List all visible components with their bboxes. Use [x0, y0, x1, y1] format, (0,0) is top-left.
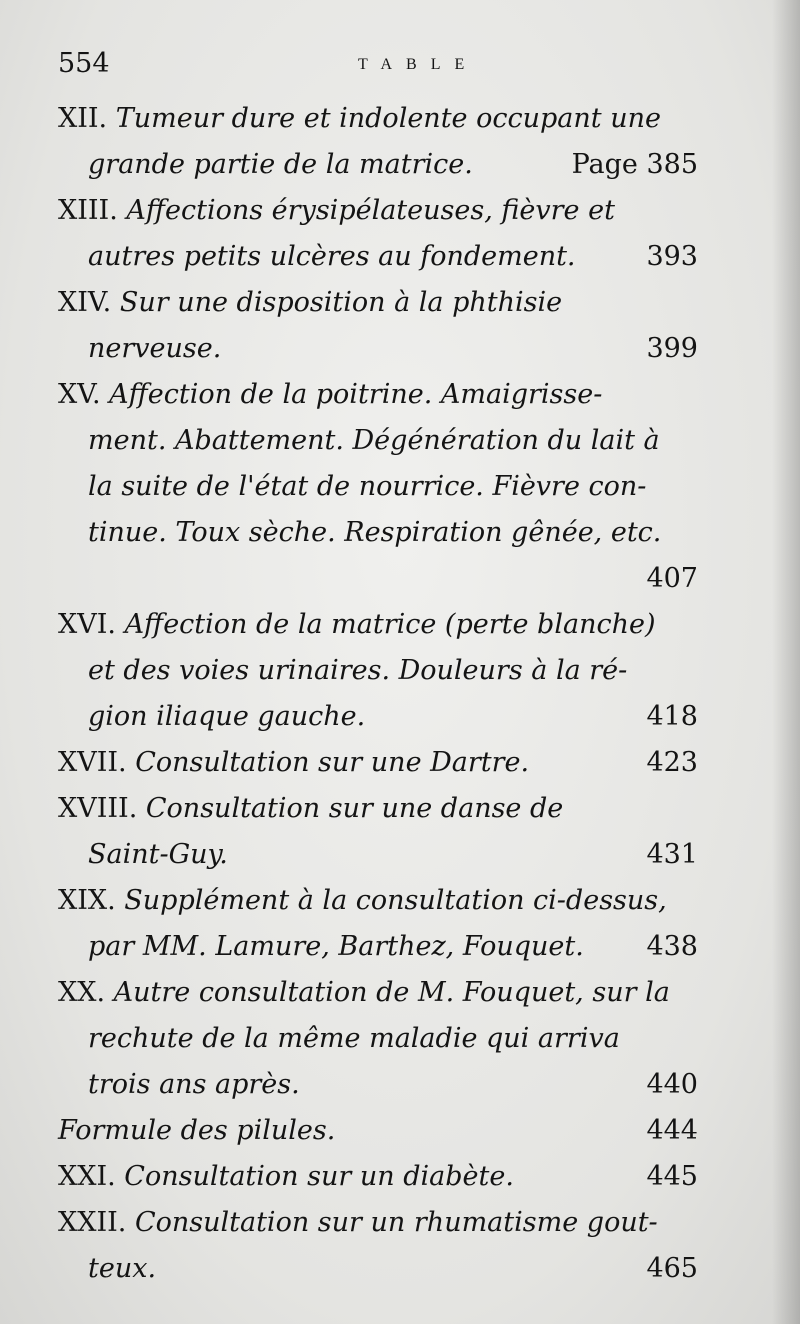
toc-entry-text: gion iliaque gauche.	[88, 701, 366, 732]
table-of-contents	[58, 96, 698, 1292]
toc-entry-line	[58, 832, 698, 878]
toc-entry-page: 445	[646, 1161, 698, 1192]
toc-entry	[58, 1108, 698, 1154]
toc-entry-page: 438	[646, 931, 698, 962]
toc-entry-text: Formule des pilules.	[58, 1115, 336, 1146]
page-header	[58, 48, 698, 88]
toc-entry-text: Sur une disposition à la phthisie	[119, 287, 563, 318]
toc-entry-line	[58, 878, 698, 924]
toc-entry	[58, 878, 698, 970]
toc-entry-number: XXII.	[58, 1207, 135, 1238]
page-number: 554	[58, 48, 110, 79]
toc-entry-text: Consultation sur une Dartre.	[135, 747, 530, 778]
toc-entry-line	[58, 510, 698, 556]
toc-entry-line	[58, 96, 698, 142]
toc-entry-page: 399	[646, 333, 698, 364]
toc-entry-number: XIV.	[58, 287, 120, 318]
toc-entry-number: XX.	[58, 977, 114, 1008]
toc-entry-page: 393	[646, 241, 698, 272]
toc-entry-text: nerveuse.	[88, 333, 222, 364]
toc-entry-line	[58, 970, 698, 1016]
toc-entry-text: trois ans après.	[88, 1069, 300, 1100]
toc-entry-page: 407	[646, 563, 698, 594]
toc-entry-text: Autre consultation de M. Fouquet, sur la	[113, 977, 670, 1008]
toc-entry-line	[58, 740, 698, 786]
toc-entry-line	[58, 924, 698, 970]
toc-entry-line	[58, 694, 698, 740]
toc-entry-line	[58, 1154, 698, 1200]
toc-entry-line	[58, 556, 698, 602]
toc-entry	[58, 740, 698, 786]
toc-entry-text: rechute de la même maladie qui arriva	[88, 1023, 620, 1054]
toc-entry-text: Consultation sur un rhumatisme gout-	[134, 1207, 658, 1238]
toc-entry-number: XVIII.	[58, 793, 146, 824]
toc-entry-number: XII.	[58, 103, 116, 134]
toc-entry-line	[58, 1108, 698, 1154]
toc-entry-line	[58, 1062, 698, 1108]
toc-entry-page: Page 385	[571, 149, 698, 180]
page-edge-shadow	[772, 0, 800, 1324]
toc-entry	[58, 188, 698, 280]
toc-entry-number: XXI.	[58, 1161, 125, 1192]
toc-entry-line	[58, 648, 698, 694]
toc-entry-line	[58, 602, 698, 648]
toc-entry	[58, 96, 698, 188]
toc-entry	[58, 786, 698, 878]
toc-entry-line	[58, 464, 698, 510]
toc-entry-text: teux.	[88, 1253, 157, 1284]
toc-entry-text: Supplément à la consultation ci-dessus,	[124, 885, 667, 916]
toc-entry	[58, 1200, 698, 1292]
toc-entry-page: 440	[646, 1069, 698, 1100]
toc-entry-page: 423	[646, 747, 698, 778]
toc-entry	[58, 602, 698, 740]
toc-entry-text: tinue. Toux sèche. Respiration gênée, etc.	[88, 517, 662, 548]
toc-entry-text: la suite de l'état de nourrice. Fièvre con-	[88, 471, 647, 502]
toc-entry-line	[58, 418, 698, 464]
toc-entry-text: Affection de la poitrine. Amaigrisse-	[109, 379, 603, 410]
toc-entry-number: XIX.	[58, 885, 125, 916]
toc-entry-text: Consultation sur un diabète.	[124, 1161, 514, 1192]
toc-entry-text: Tumeur dure et indolente occupant une	[115, 103, 661, 134]
toc-entry-line	[58, 188, 698, 234]
toc-entry	[58, 1154, 698, 1200]
toc-entry-number: XVII.	[58, 747, 136, 778]
toc-entry-number: XIII.	[58, 195, 127, 226]
toc-entry-line	[58, 234, 698, 280]
toc-entry-page: 465	[646, 1253, 698, 1284]
toc-entry-number: XVI.	[58, 609, 125, 640]
toc-entry-text: Affection de la matrice (perte blanche)	[124, 609, 656, 640]
toc-entry-text: par MM. Lamure, Barthez, Fouquet.	[88, 931, 584, 962]
toc-entry	[58, 280, 698, 372]
toc-entry-text: Consultation sur une danse de	[145, 793, 564, 824]
toc-entry-page: 444	[646, 1115, 698, 1146]
toc-entry	[58, 372, 698, 602]
toc-entry-text: autres petits ulcères au fondement.	[88, 241, 576, 272]
toc-entry-number: XV.	[58, 379, 110, 410]
toc-entry-line	[58, 1016, 698, 1062]
toc-entry-text: Affections érysipélateuses, fièvre et	[126, 195, 615, 226]
toc-entry-text: Saint-Guy.	[88, 839, 228, 870]
toc-entry-line	[58, 142, 698, 188]
toc-entry-line	[58, 1246, 698, 1292]
toc-entry-line	[58, 280, 698, 326]
toc-entry-page: 431	[646, 839, 698, 870]
toc-entry-text: ment. Abattement. Dégénération du lait à	[88, 425, 660, 456]
toc-entry-text: grande partie de la matrice.	[88, 149, 473, 180]
toc-entry-line	[58, 326, 698, 372]
toc-entry-line	[58, 372, 698, 418]
toc-entry-line	[58, 1200, 698, 1246]
toc-entry	[58, 970, 698, 1108]
toc-entry-text: et des voies urinaires. Douleurs à la ré-	[88, 655, 628, 686]
toc-entry-line	[58, 786, 698, 832]
running-title: TABLE	[358, 56, 479, 73]
toc-entry-page: 418	[646, 701, 698, 732]
